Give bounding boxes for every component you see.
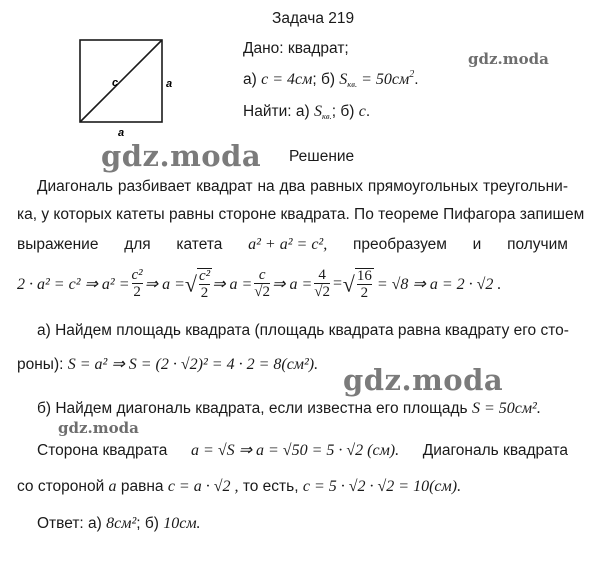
diagonal-label: c bbox=[112, 77, 119, 89]
solution-heading: Решение bbox=[289, 148, 355, 165]
part-b-side: Сторона квадрата a = √S ⇒ a = √50 = 5 · √2 (см). Диагональ квадрата bbox=[37, 442, 568, 459]
square-diagonal bbox=[80, 40, 162, 122]
part-b-line: б) Найдем диагональ квадрата, если известна его площадь S = 50см². bbox=[37, 400, 541, 417]
paragraph-line-formula: выражение для катета a² + a² = c², преобразуем и получим bbox=[17, 236, 568, 253]
watermark: gdz.moda bbox=[343, 363, 504, 397]
part-b-diagonal: со стороной a равна c = a · √2 , то есть, c = 5 · √2 · √2 = 10(см). bbox=[17, 478, 462, 495]
bottom-side-label: a bbox=[118, 127, 125, 139]
given-label: Дано: квадрат; bbox=[243, 40, 349, 57]
square-figure bbox=[70, 35, 180, 140]
watermark: gdz.moda bbox=[468, 50, 549, 68]
answer: Ответ: а) 8см²; б) 10см. bbox=[37, 515, 201, 532]
paragraph-line: Диагональ разбивает квадрат на два равных прямоугольных треугольни- bbox=[37, 178, 568, 195]
part-a-formula: роны): S = a² ⇒ S = (2 · √2)² = 4 · 2 = 8(см²). bbox=[17, 356, 319, 373]
watermark: gdz.moda bbox=[101, 139, 262, 173]
find-values: Найти: а) $S_{кв.}$; б) c. bbox=[243, 103, 371, 121]
watermark: gdz.moda bbox=[58, 419, 139, 437]
problem-title: Задача 219 bbox=[272, 10, 355, 27]
part-a-line: а) Найдем площадь квадрата (площадь квадрата равна квадрату его сто- bbox=[37, 322, 569, 339]
given-values: а) c = 4см; б) $S_{кв.} = 50см^2$. bbox=[243, 69, 419, 89]
derivation-chain: 2 · a² = c² ⇒ a² = $\frac{\text{c²}}{2}$ ⇒ a = √ $\frac{\text{c²}}{2}$ ⇒ a = $\frac{c}{√2}$ ⇒ a = $\frac{4}{√2}$ = √ $\frac{16}{2}$ = √8 ⇒ a = 2 · √2 . bbox=[17, 267, 502, 301]
paragraph-line: ка, у которых катеты равны стороне квадрата. По теореме Пифагора запишем bbox=[17, 206, 585, 223]
right-side-label: a bbox=[166, 78, 173, 90]
